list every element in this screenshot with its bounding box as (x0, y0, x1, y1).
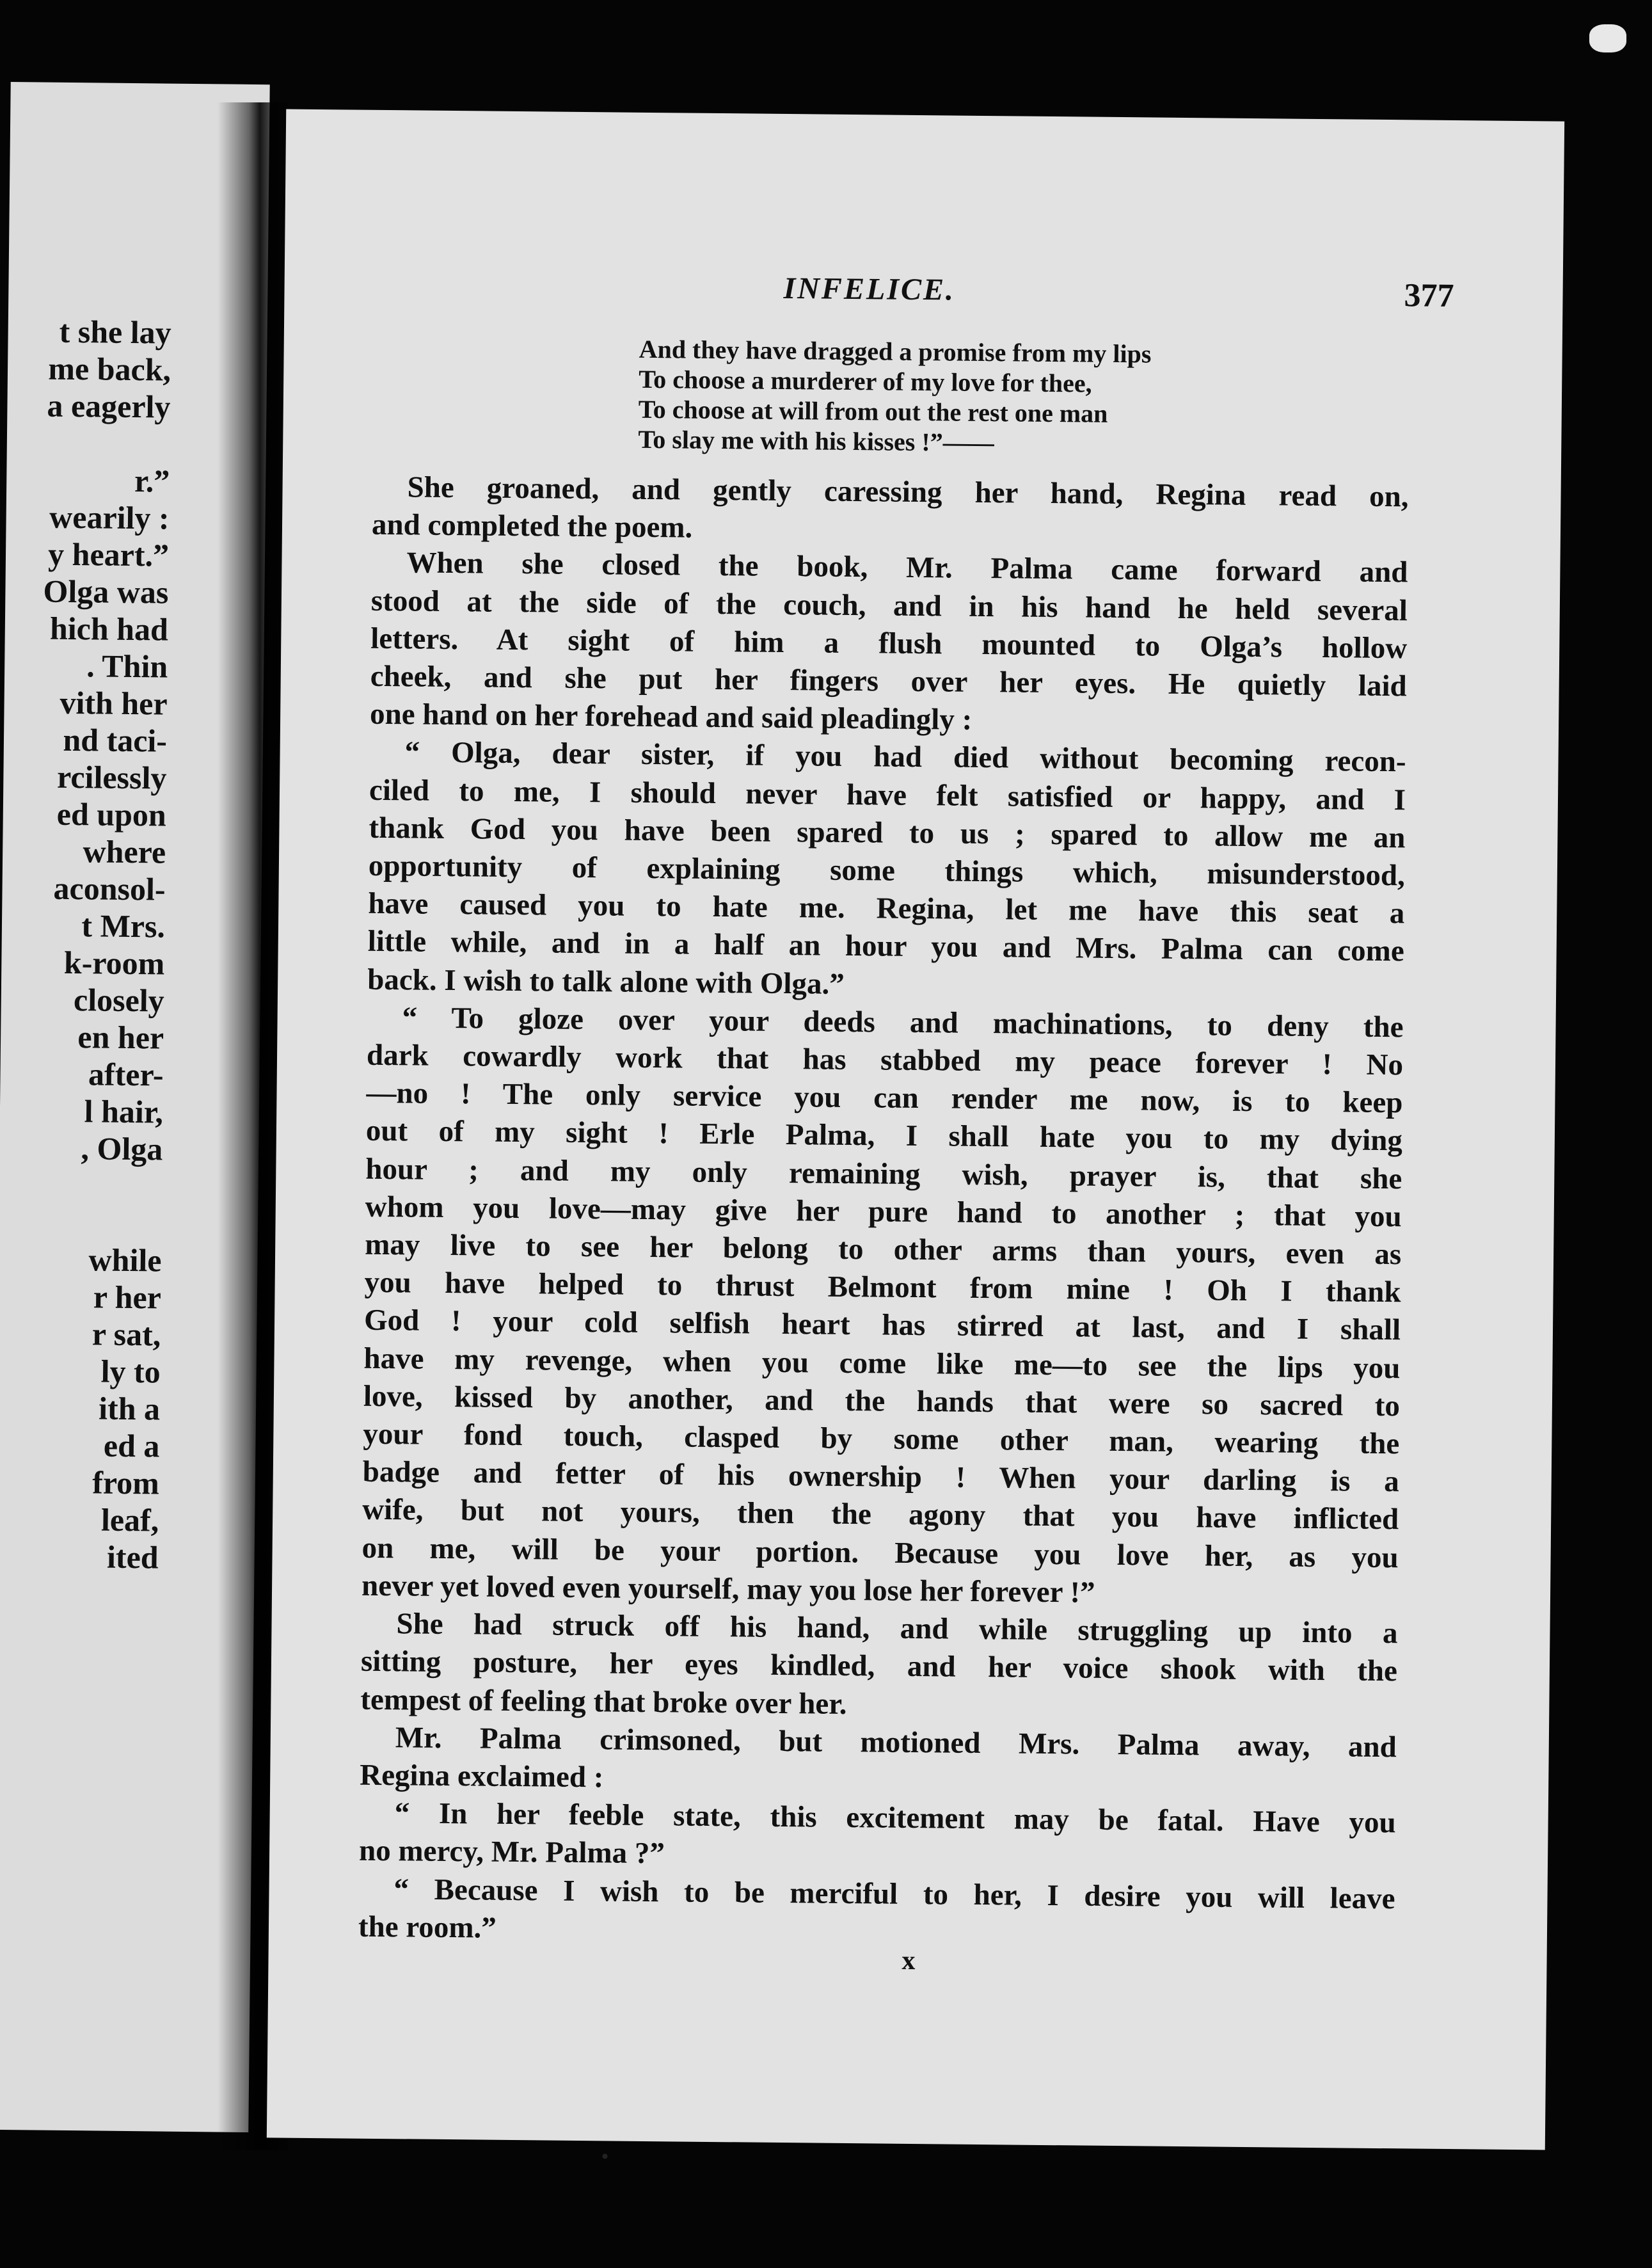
text-line: whom you love—may give her pure hand to another ; that you (365, 1190, 1402, 1234)
text-line: out of my sight ! Erle Palma, I shall hate you to my dying (365, 1114, 1403, 1158)
previous-page-line: Olga was (43, 573, 169, 611)
text-line: thank God you have been spared to us ; spared to allow me an (369, 811, 1406, 855)
text-line: “ Because I wish to be merciful to her, I desire you will leave (393, 1872, 1395, 1915)
previous-page-line: hich had (49, 610, 169, 648)
previous-page-line: y heart.” (47, 536, 170, 573)
previous-page-line: wearily : (49, 499, 170, 536)
previous-page-line: vith her (60, 684, 168, 722)
text-line: and completed the poem. (371, 508, 693, 545)
previous-page-line: , Olga (81, 1130, 163, 1167)
text-line: “ Olga, dear sister, if you had died without becoming recon- (404, 735, 1406, 779)
previous-page-line: l hair, (84, 1093, 164, 1130)
text-line: have my revenge, when you come like me—to see the lips you (363, 1341, 1401, 1385)
previous-page-line: leaf, (100, 1501, 159, 1538)
previous-page-line: me back, (48, 350, 171, 388)
previous-page-line: nd taci- (63, 721, 168, 759)
text-line: hour ; and my only remaining wish, prayer is, that she (365, 1152, 1402, 1195)
previous-page-line: t Mrs. (81, 907, 166, 945)
line-gap (0, 1201, 162, 1242)
text-line: your fond touch, clasped by some other man, wearing the (363, 1417, 1400, 1461)
signature-mark: x (901, 1945, 916, 1976)
text-line: the room.” (358, 1910, 497, 1945)
previous-page-line: r her (93, 1279, 162, 1316)
page-number: 377 (1404, 277, 1454, 315)
text-line: back. I wish to talk alone with Olga.” (367, 962, 845, 1001)
text-line: letters. At sight of him a flush mounted to Olga’s hollow (370, 621, 1408, 666)
text-line: have caused you to hate me. Regina, let me have this seat a (368, 887, 1405, 930)
previous-page-line: r sat, (91, 1316, 161, 1353)
film-corner-mark (1589, 24, 1626, 52)
text-line: Regina exclaimed : (360, 1758, 604, 1794)
previous-page-line: while (88, 1242, 162, 1279)
previous-page-line: ith a (98, 1390, 161, 1427)
running-head (284, 266, 1563, 323)
previous-page-line: . Thin (86, 648, 168, 685)
running-head-title: INFELICE. (783, 271, 956, 307)
text-line: “ To gloze over your deeds and machinations, to deny the (402, 1001, 1404, 1044)
text-line: no mercy, Mr. Palma ?” (358, 1834, 665, 1871)
previous-page-line: aconsol- (53, 870, 166, 907)
text-line: love, kissed by another, and the hands that were so sacred to (363, 1379, 1401, 1423)
text-line: badge and fetter of his ownership ! When your darling is a (362, 1455, 1399, 1499)
previous-page-line: ly to (100, 1353, 161, 1390)
text-line: When she closed the book, Mr. Palma came forward and (406, 546, 1408, 589)
text-line: —no ! The only service you can render me now, is to keep (366, 1076, 1403, 1120)
text-line: God ! your cold selfish heart has stirred at last, and I shall (363, 1304, 1401, 1347)
body-text (358, 468, 1409, 1956)
text-line: dark cowardly work that has stabbed my peace forever ! No (366, 1038, 1404, 1082)
text-line: She had struck off his hand, and while struggling up into a (396, 1607, 1398, 1650)
ink-speck (603, 2153, 608, 2159)
line-gap (0, 421, 170, 462)
text-line: may live to see her belong to other arms than yours, even as (364, 1227, 1402, 1272)
text-line: sitting posture, her eyes kindled, and her voice shook with the (360, 1645, 1398, 1688)
previous-page-line: ed upon (56, 795, 167, 833)
previous-page-line: a eagerly (47, 387, 171, 425)
previous-page-line: en her (77, 1019, 164, 1056)
previous-page-line: k-room (63, 944, 165, 982)
previous-page-line: ited (106, 1538, 159, 1576)
previous-page-line: ed a (103, 1427, 160, 1464)
previous-page-line: where (83, 833, 166, 870)
text-line: She groaned, and gently caressing her hand, Regina read on, (407, 470, 1409, 514)
text-line: one hand on her forehead and said pleadingly : (369, 698, 973, 737)
previous-page-line: from (91, 1464, 160, 1501)
book-page-377 (267, 109, 1564, 2150)
previous-page-line: t she lay (59, 313, 171, 351)
text-line: never yet loved even yourself, may you lose her forever !” (361, 1569, 1095, 1609)
previous-page-text (0, 310, 171, 1576)
previous-page-line: r.” (134, 463, 170, 499)
text-line: cheek, and she put her fingers over her eyes. He quietly laid (370, 659, 1407, 703)
text-line: Mr. Palma crimsoned, but motioned Mrs. Palma away, and (395, 1720, 1397, 1764)
poem-line: To choose a murderer of my love for thee, (639, 364, 1092, 398)
poem-quotation (638, 334, 1152, 459)
text-line: wife, but not yours, then the agony that you have inflicted (362, 1493, 1399, 1537)
text-line: on me, will be your portion. Because you love her, as you (361, 1531, 1399, 1574)
previous-page-line: after- (88, 1056, 164, 1093)
text-line: ciled to me, I should never have felt satisfied or happy, and I (369, 773, 1406, 817)
text-line: little while, and in a half an hour you and Mrs. Palma can come (367, 925, 1404, 968)
text-line: opportunity of explaining some things which, misunderstood, (368, 849, 1406, 893)
previous-page-line: closely (73, 982, 165, 1019)
text-line: “ In her feeble state, this excitement may be fatal. Have you (394, 1796, 1396, 1840)
text-line: stood at the side of the couch, and in his hand he held several (370, 584, 1408, 627)
text-line: tempest of feeling that broke over her. (360, 1682, 847, 1721)
poem-line: To choose at will from out the rest one man (638, 394, 1108, 428)
text-line: you have helped to thrust Belmont from mine ! Oh I thank (364, 1266, 1401, 1309)
poem-line: To slay me with his kisses !”—— (638, 424, 994, 458)
poem-line: And they have dragged a promise from my lips (639, 334, 1152, 369)
line-gap (0, 1163, 163, 1204)
previous-page-line: rcilessly (56, 758, 167, 796)
